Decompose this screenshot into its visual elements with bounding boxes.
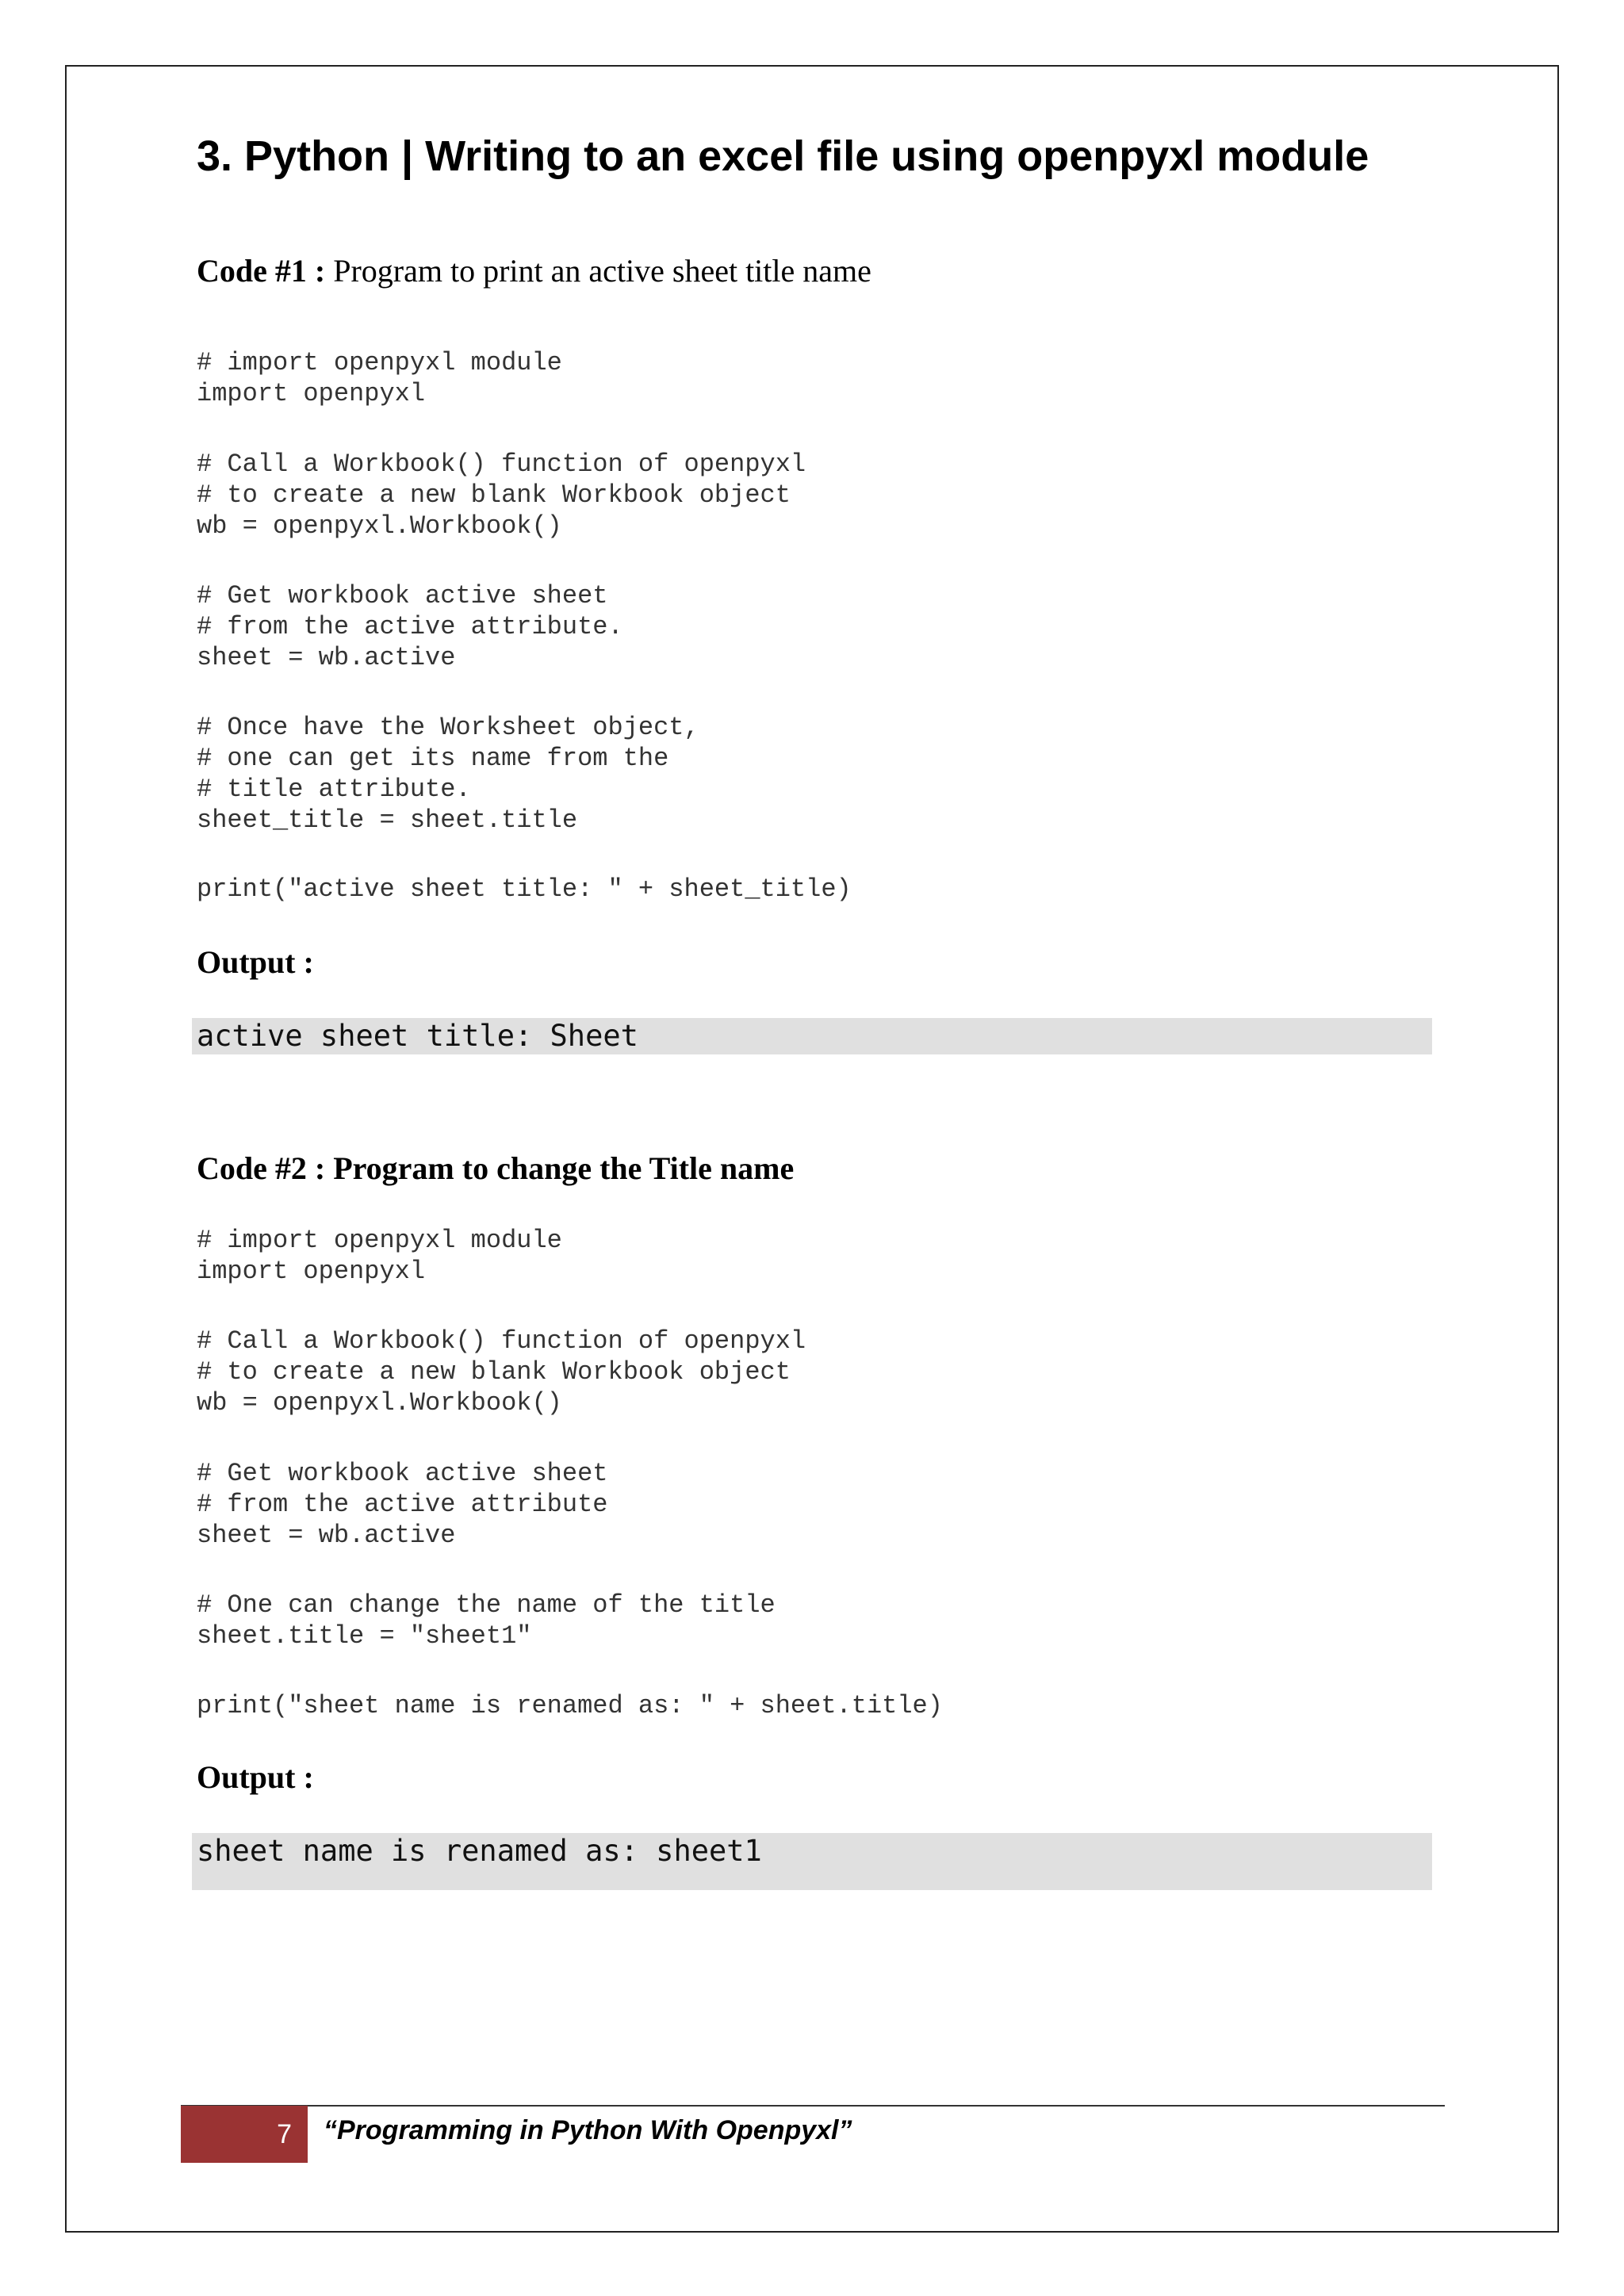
code-block-1: # import openpyxl module import openpyxl <box>197 348 562 408</box>
section1-heading-bold: Code #1 : <box>197 253 326 289</box>
code-block-3: # Get workbook active sheet # from the active attribute. sheet = wb.active <box>197 581 623 672</box>
code-block-8: # Get workbook active sheet # from the active attribute sheet = wb.active <box>197 1459 608 1550</box>
output-label-2: Output : <box>197 1759 314 1795</box>
output-box-2: sheet name is renamed as: sheet1 <box>192 1833 1432 1890</box>
section1-heading <box>197 252 871 289</box>
footer-title: “Programming in Python With Openpyxl” <box>324 2115 852 2145</box>
page-number: 7 <box>181 2106 308 2163</box>
code-block-4: # Once have the Worksheet object, # one can get its name from the # title attribute. sheet_title = sheet.title <box>197 713 699 835</box>
output-box-1: active sheet title: Sheet <box>192 1018 1432 1054</box>
section2-heading: Code #2 : Program to change the Title name <box>197 1150 795 1186</box>
code-block-6: # import openpyxl module import openpyxl <box>197 1226 562 1286</box>
code-block-2: # Call a Workbook() function of openpyxl # to create a new blank Workbook object wb = openpyxl.Workbook() <box>197 450 806 541</box>
code-block-10: print("sheet name is renamed as: " + sheet.title) <box>197 1691 943 1720</box>
footer-divider <box>181 2105 1445 2107</box>
code-block-5: print("active sheet title: " + sheet_title) <box>197 874 852 904</box>
code-block-7: # Call a Workbook() function of openpyxl # to create a new blank Workbook object wb = openpyxl.Workbook() <box>197 1326 806 1418</box>
page-title: 3. Python | Writing to an excel file using openpyxl module <box>197 132 1369 180</box>
section1-heading-rest: Program to print an active sheet title name <box>325 253 871 289</box>
code-block-9: # One can change the name of the title sheet.title = "sheet1" <box>197 1590 776 1651</box>
output-label-1: Output : <box>197 944 314 980</box>
